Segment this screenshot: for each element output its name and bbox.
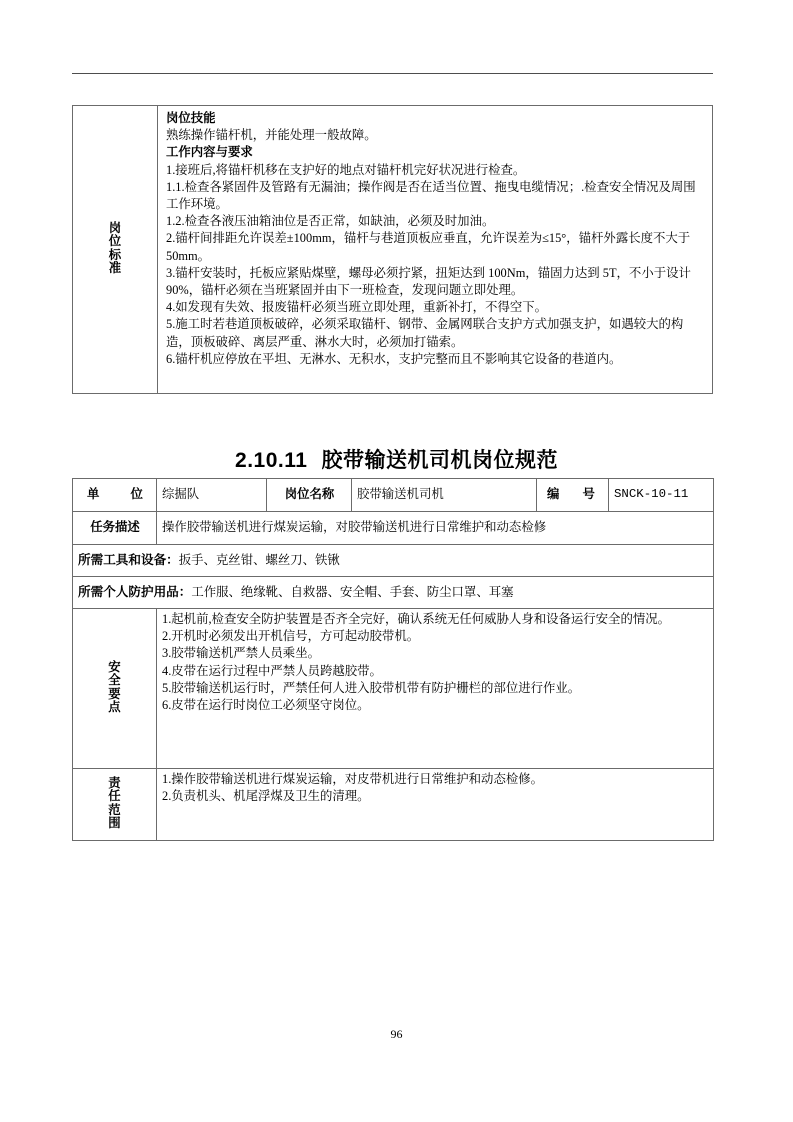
- cell-task-value: 操作胶带输送机进行煤炭运输，对胶带输送机进行日常维护和动态检修: [157, 512, 714, 545]
- table-row-task: [73, 512, 714, 545]
- safety-points-label-text: 安全要点: [108, 659, 121, 714]
- table-row-responsibility: [73, 769, 714, 841]
- cell-code-label: 编 号: [537, 479, 609, 512]
- safety-item: 5.胶带输送机运行时，严禁任何人进入胶带机带有防护栅栏的部位进行作业。: [162, 680, 581, 695]
- cell-unit-value: 综掘队: [157, 479, 267, 512]
- responsibility-item: 2.负责机头、机尾浮煤及卫生的清理。: [162, 789, 370, 804]
- duty-item: 3.锚杆安装时，托板应紧贴煤壁，螺母必须拧紧，扭矩达到 100Nm，锚固力达到 5T，不小于设计90%，锚杆必须在当班紧固并由下一班检查，发现问题立即处理。: [166, 265, 691, 298]
- page-number: 96: [390, 1027, 403, 1041]
- duty-standard-content: [158, 106, 713, 394]
- row-label-duty-standard: [73, 106, 158, 394]
- heading-work-content: 工作内容与要求: [166, 145, 253, 160]
- skill-text: 熟练操作锚杆机，并能处理一般故障。: [166, 128, 377, 143]
- duty-item: 1.接班后,将锚杆机移在支护好的地点对锚杆机完好状况进行检查。: [166, 162, 526, 177]
- duty-standard-table: [72, 105, 713, 394]
- cell-position-label: 岗位名称: [267, 479, 352, 512]
- duty-item: 1.2.检查各液压油箱油位是否正常，如缺油，必须及时加油。: [166, 214, 495, 229]
- safety-item: 1.起机前,检查安全防护装置是否齐全完好，确认系统无任何威胁人身和设备运行安全的情况。: [162, 612, 671, 626]
- duty-standard-label-text: 岗位标准: [108, 220, 122, 275]
- table-row-safety: [73, 609, 714, 769]
- table-row-tools: [73, 545, 714, 577]
- section-title-text: 胶带输送机司机岗位规范: [321, 449, 558, 472]
- tools-value: 扳手、克丝钳、螺丝刀、铁锹: [178, 552, 340, 567]
- section-title: [0, 444, 793, 474]
- table-row-ppe: [73, 577, 714, 609]
- table-row-unit: [73, 479, 714, 512]
- safety-item: 3.胶带输送机严禁人员乘坐。: [162, 646, 320, 661]
- cell-position-value: 胶带输送机司机: [352, 479, 537, 512]
- cell-code-value: SNCK-10-11: [609, 479, 714, 512]
- cell-tools: [73, 545, 714, 577]
- duty-item: 2.锚杆间排距允许误差±100mm，锚杆与巷道顶板应垂直，允许误差为≤15°，锚杆外露长度不大于50mm。: [166, 231, 691, 263]
- page-header-rule: [72, 73, 713, 74]
- tools-label: 所需工具和设备：: [78, 552, 179, 567]
- safety-item: 2.开机时必须发出开机信号，方可起动胶带机。: [162, 629, 420, 644]
- responsibility-scope-label-text: 责任范围: [108, 775, 121, 830]
- safety-item: 6.皮带在运行时岗位工必须坚守岗位。: [162, 698, 370, 713]
- cell-ppe: [73, 577, 714, 609]
- cell-unit-label: 单 位: [73, 479, 157, 512]
- heading-job-skill: 岗位技能: [166, 111, 216, 125]
- duty-item: 5.施工时若巷道顶板破碎，必须采取锚杆、钢带、金属网联合支护方式加强支护，如遇较大的构造，顶板破碎、离层严重、淋水大时，必须加打锚索。: [166, 317, 684, 349]
- duty-item: 6.锚杆机应停放在平坦、无淋水、无积水，支护完整而且不影响其它设备的巷道内。: [166, 351, 622, 366]
- ppe-value: 工作服、绝缘靴、自救器、安全帽、手套、防尘口罩、耳塞: [191, 584, 514, 599]
- cell-responsibility-scope: [157, 769, 714, 841]
- responsibility-item: 1.操作胶带输送机进行煤炭运输，对皮带机进行日常维护和动态检修。: [162, 772, 544, 786]
- safety-item: 4.皮带在运行过程中严禁人员跨越胶带。: [162, 663, 382, 678]
- cell-safety-points: [157, 609, 714, 769]
- section-number: 2.10.11: [235, 449, 308, 472]
- table-row: [73, 106, 713, 394]
- job-spec-table: [72, 478, 714, 841]
- row-label-safety-points: [73, 609, 157, 769]
- row-label-responsibility-scope: [73, 769, 157, 841]
- duty-item: 4.如发现有失效、报废锚杆必须当班立即处理，重新补打，不得空下。: [166, 300, 548, 315]
- ppe-label: 所需个人防护用品：: [78, 584, 192, 599]
- duty-item: 1.1.检查各紧固件及管路有无漏油；操作阀是否在适当位置、拖曳电缆情况；.检查安全情况及周围工作环境。: [166, 179, 696, 212]
- cell-task-label: 任务描述: [73, 512, 157, 545]
